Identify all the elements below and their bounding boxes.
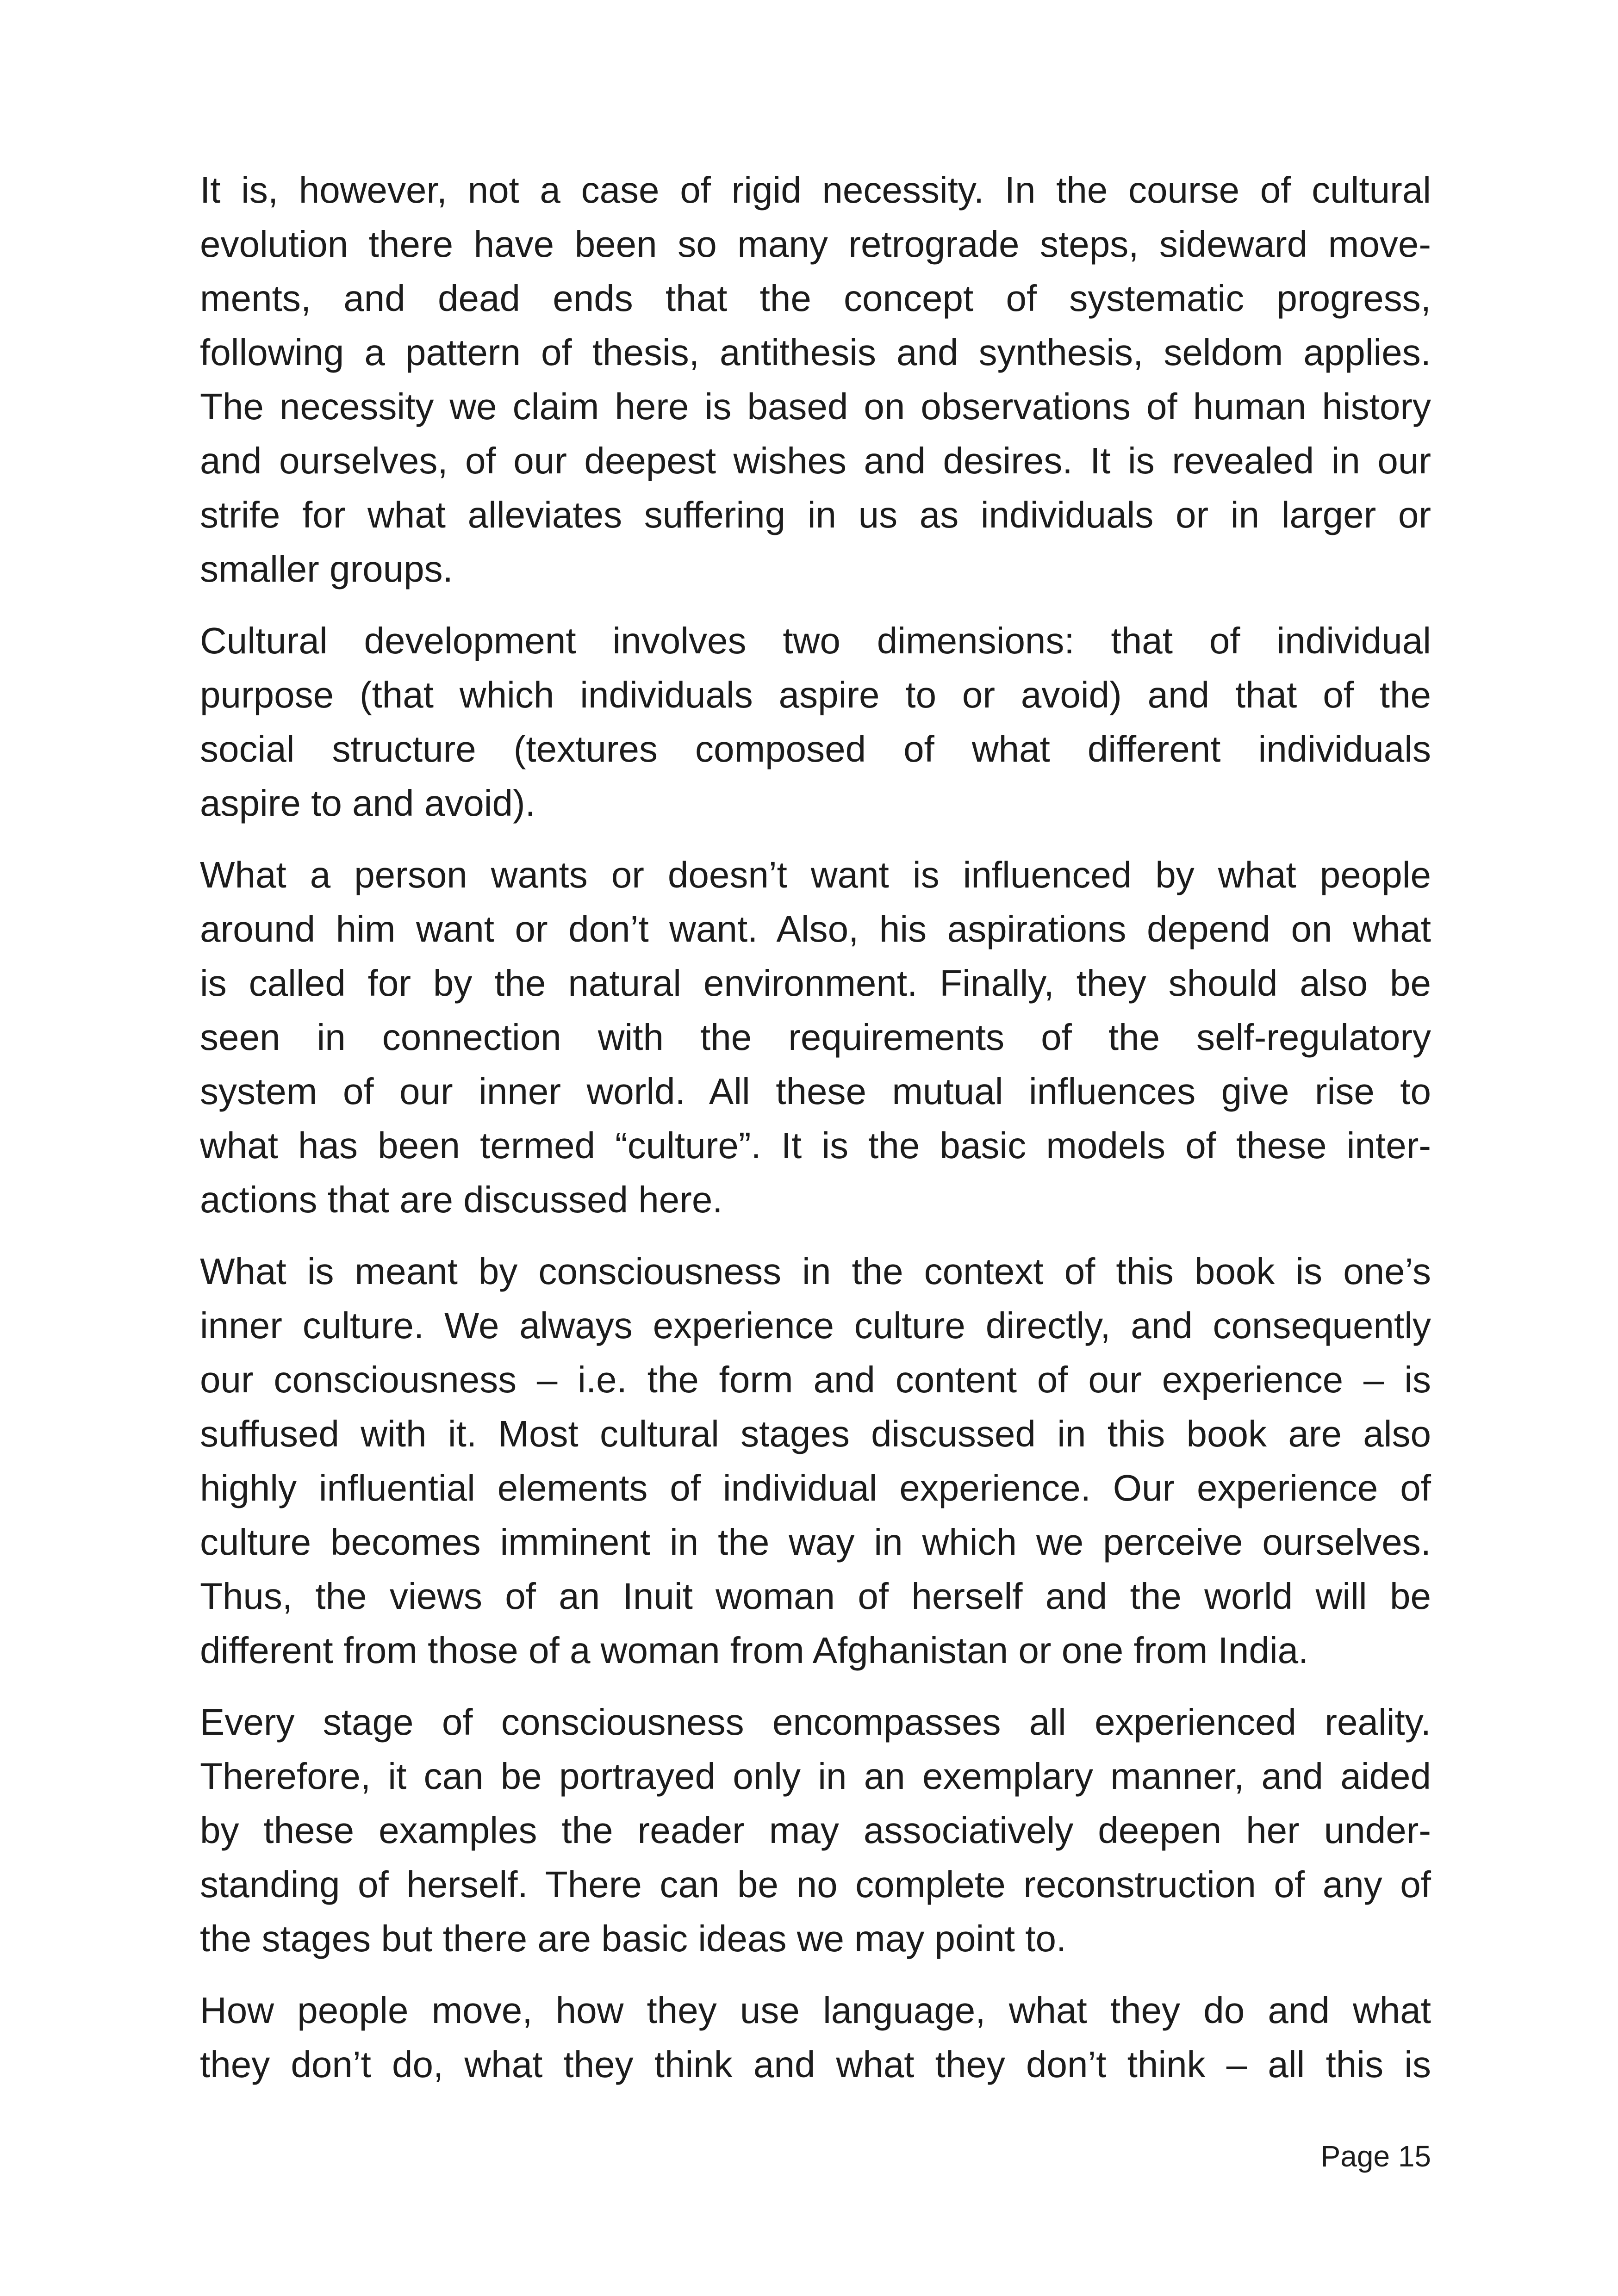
- text-line: purpose (that which individuals aspire to or avoid) and that of the: [200, 674, 1431, 715]
- text-line: evolution there have been so many retrograde steps, sideward move-: [200, 223, 1431, 265]
- text-line: seen in connection with the requirements of the self-regulatory: [200, 1017, 1431, 1058]
- page-number: Page 15: [1320, 2140, 1431, 2173]
- text-line: Thus, the views of an Inuit woman of herself and the world will be: [200, 1576, 1431, 1617]
- text-line: our consciousness – i.e. the form and content of our experience – is: [200, 1359, 1431, 1400]
- text-line: strife for what alleviates suffering in us as individuals or in larger or: [200, 494, 1431, 535]
- text-line: around him want or don’t want. Also, his aspirations depend on what: [200, 908, 1431, 949]
- paragraph: [200, 848, 1431, 1227]
- paragraph: [200, 614, 1431, 830]
- text-line: It is, however, not a case of rigid necessity. In the course of cultural: [200, 169, 1431, 211]
- text-line: aspire to and avoid).: [200, 782, 535, 824]
- text-line: Every stage of consciousness encompasses all experienced reality.: [200, 1701, 1431, 1743]
- paragraph: [200, 163, 1431, 596]
- paragraph: [200, 1983, 1431, 2091]
- text-line: inner culture. We always experience culture directly, and consequently: [200, 1305, 1431, 1346]
- text-line: suffused with it. Most cultural stages discussed in this book are also: [200, 1413, 1431, 1454]
- text-line: the stages but there are basic ideas we may point to.: [200, 1918, 1067, 1959]
- paragraph: [200, 1695, 1431, 1966]
- text-line: is called for by the natural environment. Finally, they should also be: [200, 962, 1431, 1004]
- text-line: actions that are discussed here.: [200, 1179, 723, 1220]
- text-line: by these examples the reader may associatively deepen her under-: [200, 1810, 1431, 1851]
- text-line: ments, and dead ends that the concept of systematic progress,: [200, 278, 1431, 319]
- text-line: and ourselves, of our deepest wishes and desires. It is revealed in our: [200, 440, 1431, 481]
- text-line: standing of herself. There can be no complete reconstruction of any of: [200, 1864, 1431, 1905]
- text-line: culture becomes imminent in the way in which we perceive ourselves.: [200, 1521, 1431, 1563]
- body-text: [200, 163, 1431, 2109]
- text-line: different from those of a woman from Afghanistan or one from India.: [200, 1630, 1309, 1671]
- text-line: social structure (textures composed of what different individuals: [200, 728, 1431, 769]
- text-line: Cultural development involves two dimensions: that of individual: [200, 620, 1431, 661]
- text-line: Therefore, it can be portrayed only in an exemplary manner, and aided: [200, 1756, 1431, 1797]
- text-line: How people move, how they use language, what they do and what: [200, 1990, 1431, 2031]
- text-line: What is meant by consciousness in the context of this book is one’s: [200, 1251, 1431, 1292]
- text-line: highly influential elements of individual experience. Our experience of: [200, 1467, 1431, 1508]
- text-line: they don’t do, what they think and what they don’t think – all this is: [200, 2044, 1431, 2085]
- paragraph: [200, 1244, 1431, 1677]
- text-line: What a person wants or doesn’t want is influenced by what people: [200, 854, 1431, 895]
- text-line: system of our inner world. All these mutual influences give rise to: [200, 1071, 1431, 1112]
- text-line: smaller groups.: [200, 548, 453, 590]
- text-line: The necessity we claim here is based on observations of human history: [200, 386, 1431, 427]
- text-line: what has been termed “culture”. It is the basic models of these inter-: [200, 1125, 1431, 1166]
- text-line: following a pattern of thesis, antithesis and synthesis, seldom applies.: [200, 332, 1431, 373]
